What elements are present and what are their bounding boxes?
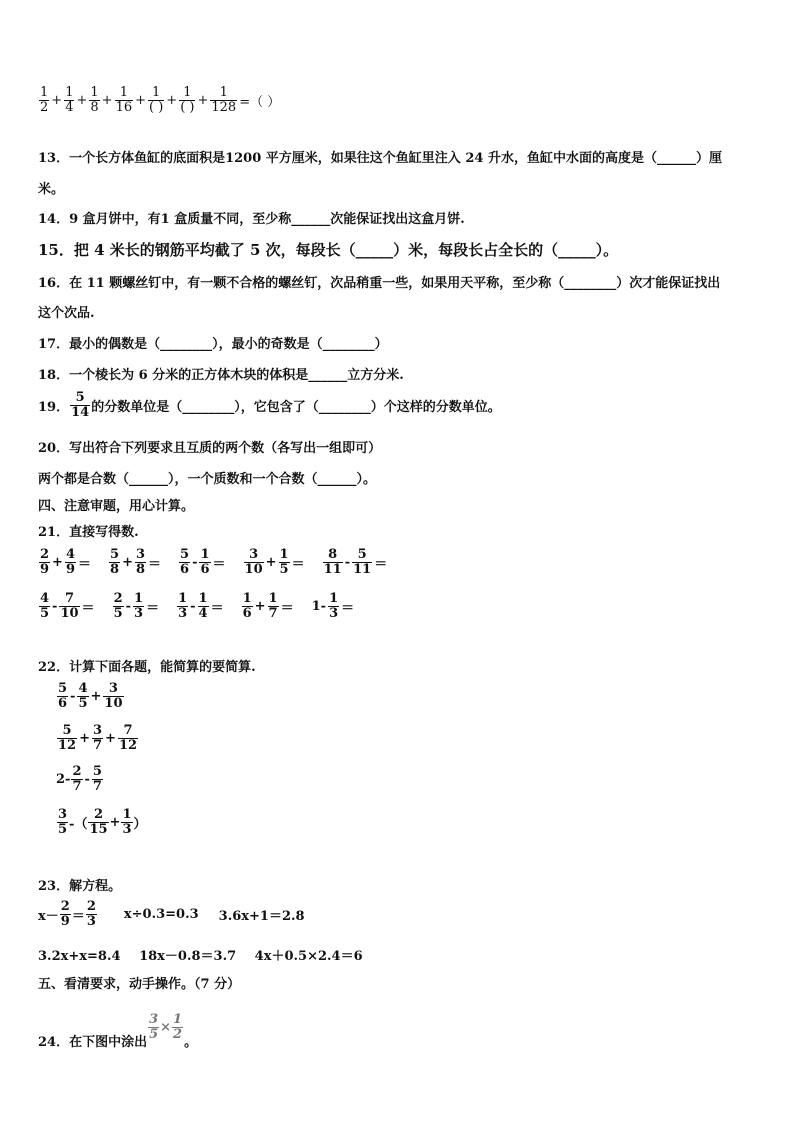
question-24-end: 。 [184, 1035, 198, 1050]
plus-sign: + [197, 92, 209, 108]
fraction: $\frac{4}{5}$ [40, 591, 50, 621]
expr-operator: -（ [69, 816, 88, 832]
equals-sign: ＝ [374, 556, 388, 572]
fraction: $\frac{5}{8}$ [110, 547, 120, 577]
operator: + [79, 730, 90, 746]
fraction: $\frac{1}{16}$ [115, 85, 133, 115]
equation-4: 3.2x+x=8.4 [38, 949, 121, 964]
fraction: $\frac{2}{15}$ [89, 807, 108, 837]
fraction: $\frac{8}{11}$ [323, 547, 342, 577]
question-19-number: 19． [38, 399, 70, 415]
operator: + [265, 554, 277, 570]
equation-5: 18x－0.8＝3.7 [139, 949, 237, 964]
operator: - [125, 598, 132, 614]
equals-sign: ＝ [78, 556, 92, 572]
operator: - [70, 688, 76, 704]
fraction: $\frac{3}{5}$ [58, 807, 68, 837]
question-21-row-1 [38, 548, 404, 576]
question-15: 15．把 4 米长的钢筋平均截了 5 次，每段长（_____）米，每段长占全长的（_____）。 [38, 241, 619, 259]
question-24-text: 24．在下图中涂出 [38, 1035, 148, 1050]
question-13-cont: 米。 [38, 182, 65, 197]
operator: - [192, 554, 198, 570]
fraction: $\frac{3}{7}$ [93, 723, 103, 753]
equals-sign: ＝ [81, 600, 95, 616]
fraction: $\frac{1}{3}$ [134, 591, 144, 621]
fraction: $\frac{1}{3}$ [329, 591, 339, 621]
fraction: $\frac{1}{4}$ [198, 591, 208, 621]
question-23-row-2 [38, 945, 363, 964]
operator: - [344, 554, 351, 570]
question-20-cont: 两个都是合数（______），一个质数和一个合数（______）。 [38, 472, 377, 487]
fraction: $\frac{1}{4}$ [65, 85, 74, 115]
fraction: $\frac{1}{( )}$ [149, 85, 164, 115]
arithmetic-item [108, 548, 162, 576]
equation-2: x÷0.3=0.3 [123, 906, 199, 922]
operator: + [105, 730, 116, 746]
arithmetic-item [38, 592, 96, 620]
expr-operator: ） [133, 816, 147, 832]
fraction: $\frac{5}{6}$ [58, 681, 68, 711]
fraction: $\frac{1}{2}$ [40, 85, 49, 115]
expr-lead: 2- [56, 771, 71, 787]
fraction: $\frac{4}{9}$ [65, 547, 75, 577]
arithmetic-item [38, 548, 92, 576]
plus-sign: + [51, 92, 63, 108]
operator: + [254, 598, 266, 614]
question-16-cont: 这个次品. [38, 306, 95, 321]
fraction: $\frac{1}{2}$ [173, 1012, 183, 1042]
arithmetic-item [243, 548, 306, 576]
question-22-expr-2 [56, 724, 139, 752]
fraction: $\frac{3}{8}$ [135, 547, 146, 577]
question-14: 14．9 盒月饼中，有1 盒质量不同，至少称______次能保证找出这盒月饼. [38, 212, 465, 227]
section-5-heading: 五、看清要求，动手操作。（7 分） [38, 977, 241, 992]
fraction: $\frac{5}{11}$ [353, 547, 372, 577]
equals-sign: ＝ [146, 600, 160, 616]
operator: - [190, 598, 196, 614]
fraction: $\frac{1}{7}$ [268, 591, 278, 621]
question-17: 17．最小的偶数是（________），最小的奇数是（________） [38, 337, 388, 352]
fraction: $\frac{5}{14}$ [71, 390, 90, 420]
fraction: $\frac{1}{3}$ [122, 807, 132, 837]
times-sign: × [160, 1020, 172, 1035]
question-19 [38, 391, 501, 419]
equals-sign: ＝ [341, 600, 355, 616]
equals-sign: ＝ [280, 600, 294, 616]
question-24 [38, 1005, 197, 1050]
fraction: $\frac{1}{6}$ [200, 547, 210, 577]
fraction: $\frac{5}{12}$ [58, 723, 77, 753]
plus-sign: + [76, 92, 88, 108]
plus-sign: + [135, 92, 147, 108]
fraction: $\frac{2}{5}$ [113, 591, 123, 621]
fraction: $\frac{1}{6}$ [242, 591, 252, 621]
operator: + [52, 554, 63, 570]
question-22-title: 22．计算下面各题，能简算的要简算. [38, 660, 256, 675]
fraction: $\frac{3}{5}$ [149, 1012, 159, 1042]
operator: + [90, 688, 102, 704]
question-21-title: 21．直接写得数. [38, 525, 139, 540]
question-16: 16．在 11 颗螺丝钉中，有一颗不合格的螺丝钉，次品稍重一些，如果用天平称，至少称（________）次才能保证找出 [38, 276, 721, 291]
fraction: $\frac{5}{7}$ [92, 764, 102, 794]
equation-6: 4x＋0.5×2.4＝6 [254, 949, 363, 964]
arithmetic-item [241, 592, 295, 620]
equals-sign: ＝ [291, 556, 305, 572]
equation-equals: ＝ [71, 908, 85, 924]
question-22-expr-3 [56, 765, 104, 793]
equals-sign: ＝ [210, 600, 224, 616]
question-22-expr-1 [56, 682, 125, 710]
fraction: $\frac{2}{9}$ [60, 899, 70, 929]
fraction: $\frac{1}{8}$ [90, 85, 99, 115]
equals-sign: ＝ [212, 556, 226, 572]
equation-lead: x－ [38, 908, 59, 924]
question-23-row-1 [38, 900, 305, 928]
series-result: =（ ） [239, 94, 281, 110]
arithmetic-item [178, 548, 227, 576]
series-sum-expression [38, 86, 281, 114]
fraction: $\frac{5}{6}$ [180, 547, 190, 577]
equals-sign: ＝ [148, 556, 162, 572]
question-13: 13．一个长方体鱼缸的底面积是1200 平方厘米，如果往这个鱼缸里注入 24 升水，鱼缸中水面的高度是（______）厘 [38, 151, 722, 166]
question-22-expr-4 [56, 808, 147, 836]
equation-3: 3.6x+1＝2.8 [218, 908, 305, 924]
fraction: $\frac{3}{10}$ [244, 547, 263, 577]
question-20: 20．写出符合下列要求且互质的两个数（各写出一组即可） [38, 441, 382, 456]
question-23-title: 23．解方程。 [38, 879, 122, 894]
expr-lead: 1- [311, 598, 327, 614]
operator: + [122, 554, 133, 570]
operator: - [52, 598, 58, 614]
expr-operator: + [109, 814, 121, 830]
arithmetic-item [311, 592, 356, 620]
fraction: $\frac{4}{5}$ [78, 681, 88, 711]
fraction: $\frac{2}{7}$ [72, 764, 82, 794]
fraction: $\frac{1}{128}$ [211, 85, 237, 115]
question-19-text: 的分数单位是（________），它包含了（________）个这样的分数单位。 [91, 399, 501, 415]
question-18: 18．一个棱长为 6 分米的正方体木块的体积是______立方分米. [38, 368, 404, 383]
operator: - [84, 771, 90, 787]
fraction: $\frac{1}{5}$ [279, 547, 289, 577]
fraction: $\frac{1}{( )}$ [180, 85, 195, 115]
fraction: $\frac{7}{12}$ [118, 723, 138, 753]
fraction: $\frac{1}{3}$ [178, 591, 188, 621]
arithmetic-item [112, 592, 161, 620]
section-4-heading: 四、注意审题，用心计算。 [38, 499, 195, 514]
plus-sign: + [166, 92, 178, 108]
question-21-row-2 [38, 592, 371, 620]
arithmetic-item [176, 592, 225, 620]
fraction: $\frac{2}{9}$ [40, 547, 50, 577]
fraction: $\frac{3}{10}$ [104, 681, 123, 711]
fraction: $\frac{2}{3}$ [86, 899, 96, 929]
arithmetic-item [322, 548, 389, 576]
plus-sign: + [101, 92, 113, 108]
fraction: $\frac{7}{10}$ [60, 591, 79, 621]
